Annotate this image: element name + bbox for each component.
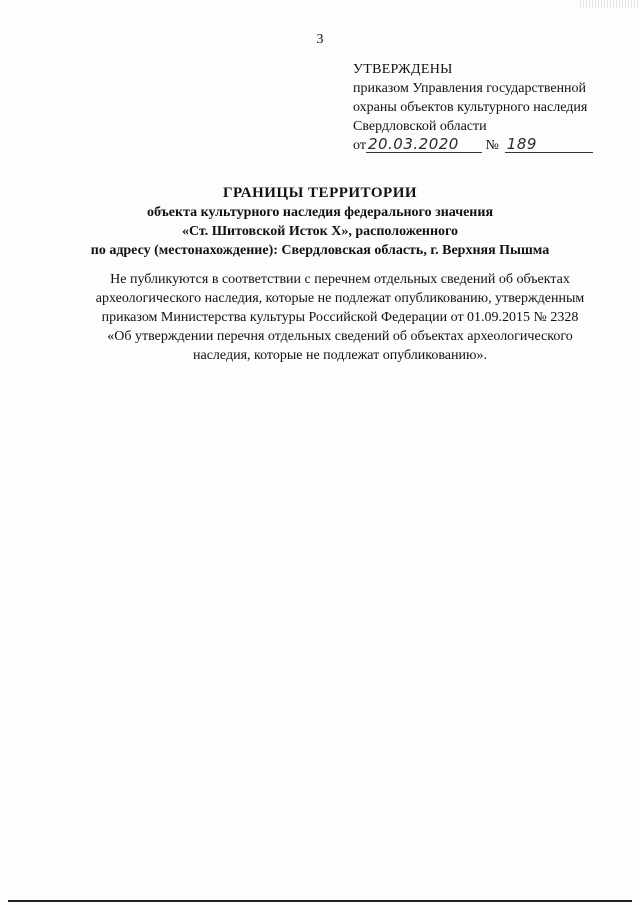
title-line: «Ст. Шитовской Исток Х», расположенного — [181, 224, 459, 239]
approval-line: охраны объектов культурного наследия — [353, 100, 588, 115]
number-prefix: № — [485, 138, 499, 153]
page-number: 3 — [316, 32, 324, 47]
approval-line: Свердловской области — [353, 119, 487, 134]
title-line: объекта культурного наследия федерального значения — [146, 205, 494, 220]
title-line: по адресу (местонахождение): Свердловская область, г. Верхняя Пышма — [90, 243, 550, 258]
notice-line: Не публикуются в соответствии с перечнем отдельных сведений об объектах — [110, 272, 570, 287]
approval-line: приказом Управления государственной — [353, 81, 587, 96]
publication-notice — [60, 270, 620, 365]
approval-heading: УТВЕРЖДЕНЫ — [353, 62, 453, 77]
approval-stamp-block — [353, 60, 633, 155]
notice-line: археологического наследия, которые не подлежат опубликованию, утвержденным — [95, 291, 585, 306]
scan-artifact — [580, 0, 640, 8]
handwritten-number: 189 — [505, 137, 593, 153]
document-title: ГРАНИЦЫ ТЕРРИТОРИИ — [222, 185, 418, 201]
scan-edge-line — [8, 900, 632, 902]
date-prefix: от — [353, 138, 366, 153]
document-title-block — [0, 184, 640, 260]
notice-line: приказом Министерства культуры Российской Федерации от 01.09.2015 № 2328 — [101, 310, 579, 325]
notice-line: наследия, которые не подлежат опубликованию». — [193, 348, 487, 363]
approval-date-line — [353, 136, 633, 155]
handwritten-date: 20.03.2020 — [366, 137, 482, 153]
notice-line: «Об утверждении перечня отдельных сведений об объектах археологического — [107, 329, 573, 344]
